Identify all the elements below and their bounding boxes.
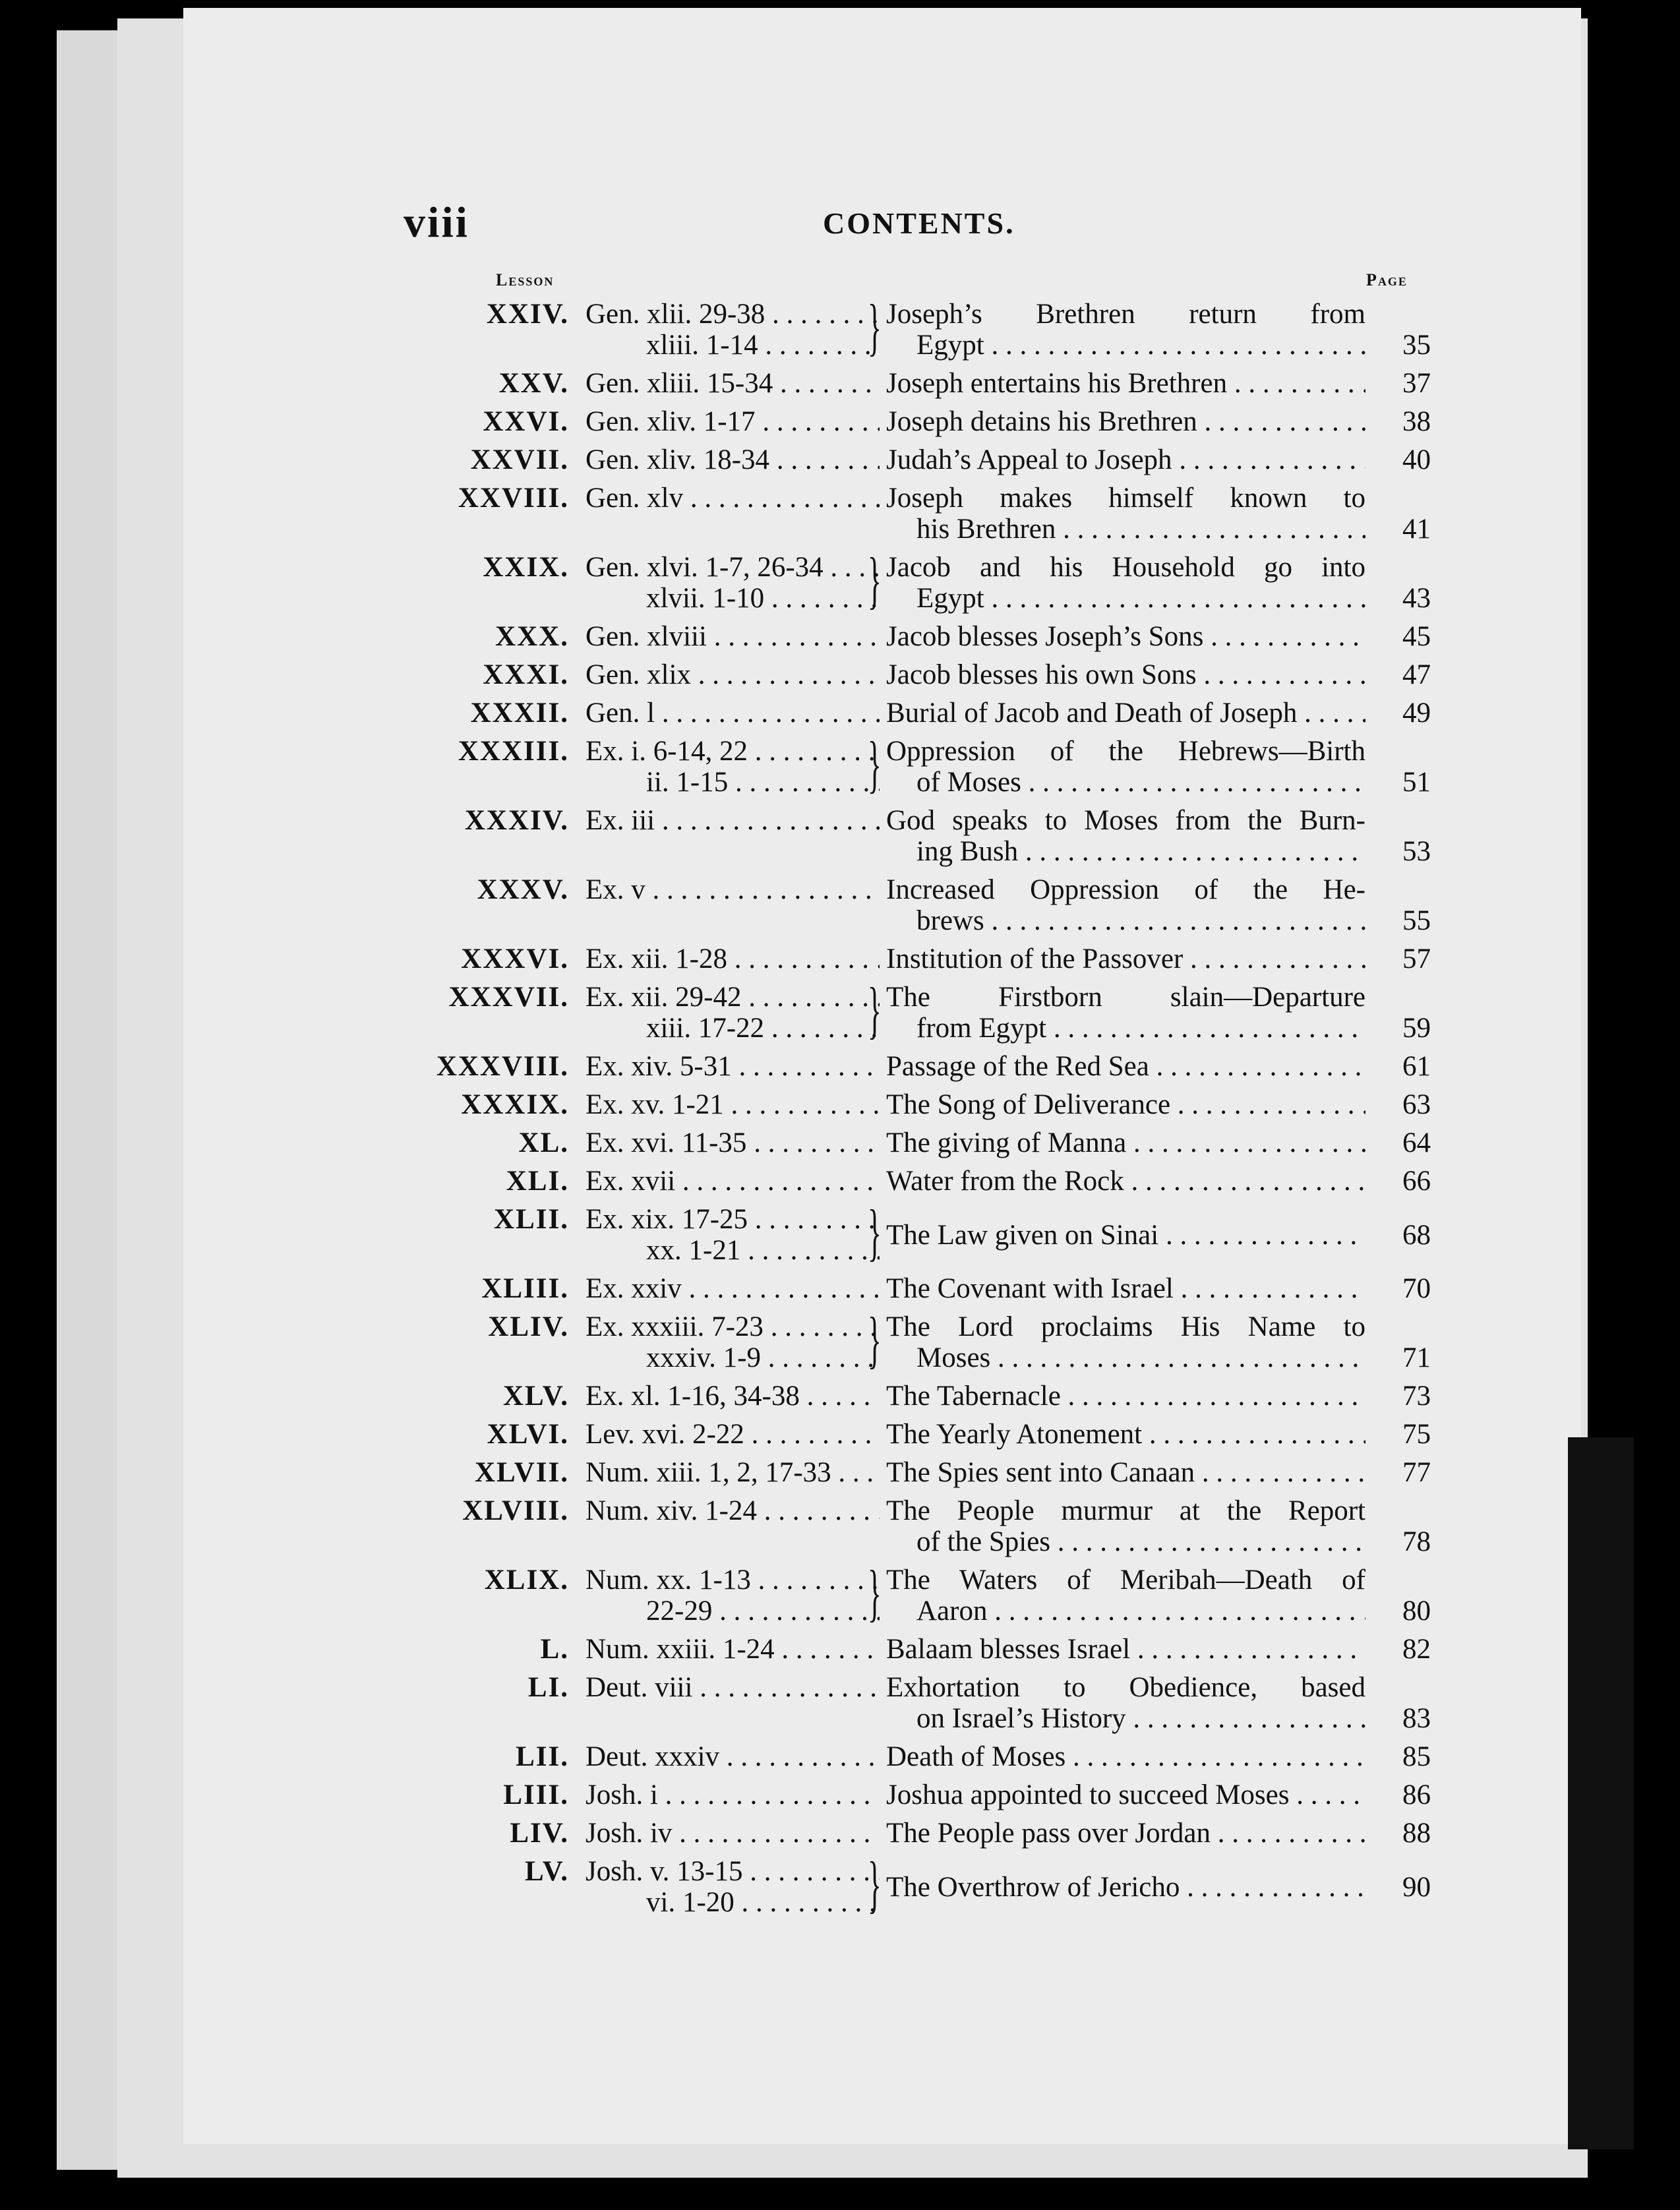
contents-entry [0,367,1680,398]
scripture-reference: Gen. xlii. 29-38 . . . [585,298,880,330]
contents-entry [0,659,1680,690]
column-header-page: Page [1366,270,1408,289]
column-header-lesson: Lesson [496,270,555,289]
lesson-title: The Spies sent into Canaan . . . [886,1456,1365,1489]
lesson-title: The Firstborn slain—Departure [886,982,1365,1013]
lesson-number: XLVII. [474,1457,569,1488]
lesson-number: XXXVI. [461,943,569,974]
contents-entry [0,1671,1680,1733]
lesson-title: Moses . . . [916,1342,1365,1374]
scripture-reference: Gen. xliv. 1-17 . . . [585,405,880,438]
lesson-title: Institution of the Passover . . . [886,943,1365,975]
page-number: 51 [1402,767,1431,798]
lesson-title: The Overthrow of Jericho . . . [886,1871,1365,1903]
scripture-reference: Ex. v . . . [585,874,880,906]
contents-entry [0,974,1680,1045]
page-number: 68 [1402,1220,1431,1251]
lesson-title: Joseph’s Brethren return from [886,299,1365,330]
contents-entry [0,545,1680,615]
scripture-reference: Ex. xvi. 11-35 . . . [585,1127,880,1159]
page-number: 40 [1402,444,1431,475]
page-number: 83 [1402,1703,1431,1734]
lesson-title: brews . . . [916,905,1365,937]
lesson-title: The People pass over Jordan . . . [886,1817,1365,1849]
lesson-title: The Song of Deliverance . . . [886,1089,1365,1121]
contents-entry [0,1272,1680,1303]
contents-entry [0,620,1680,651]
brace-mark: } [868,1197,882,1267]
scripture-reference: Gen. xlv . . . [585,482,880,514]
page-number: 37 [1402,368,1431,399]
lesson-title: Egypt . . . [916,329,1365,361]
page-number: 71 [1402,1342,1431,1373]
scripture-reference: Num. xx. 1-13 . . . [585,1564,880,1596]
contents-entry [0,1418,1680,1449]
lesson-title: Judah’s Appeal to Joseph . . . [886,444,1365,476]
contents-entry [0,1456,1680,1487]
lesson-number: LI. [527,1672,569,1703]
lesson-title: Jacob blesses Joseph’s Sons . . . [886,620,1365,653]
lesson-number: LV. [525,1856,569,1887]
contents-entry [0,1779,1680,1810]
lesson-number: XXV. [498,368,569,399]
page-number: 59 [1402,1013,1431,1044]
lesson-title: Death of Moses . . . [886,1741,1365,1773]
brace-mark: } [868,974,882,1045]
page-number: 70 [1402,1273,1431,1304]
contents-entry [0,1304,1680,1375]
contents-entry [0,1849,1680,1919]
page-folio: viii [404,198,470,247]
lesson-number: XLII. [494,1204,569,1235]
lesson-title: The Law given on Sinai . . . [886,1219,1365,1251]
contents-entry [0,1197,1680,1267]
scripture-reference: Gen. xliv. 18-34 . . . [585,444,880,476]
brace-mark: } [868,545,882,615]
page-number: 61 [1402,1051,1431,1082]
contents-entry [0,804,1680,866]
contents-entry [0,1557,1680,1628]
page-number: 77 [1402,1457,1431,1488]
lesson-number: XXXI. [483,659,569,690]
page-number: 63 [1402,1089,1431,1120]
scripture-reference: xxxiv. 1-9 . . . [646,1342,880,1374]
lesson-number: XXXV. [477,874,569,905]
contents-entry [0,729,1680,799]
contents-entry [0,482,1680,544]
lesson-number: XXXIV. [464,805,569,836]
contents-entry [0,1165,1680,1196]
scripture-reference: Lev. xvi. 2-22 . . . [585,1418,880,1450]
scripture-reference: 22-29 . . . [646,1595,880,1627]
brace-mark: } [868,1557,882,1628]
contents-entry [0,874,1680,936]
scripture-reference: Deut. xxxiv . . . [585,1741,880,1773]
lesson-title: ing Bush . . . [916,835,1365,868]
lesson-title: from Egypt . . . [916,1012,1365,1044]
page-number: 82 [1402,1634,1431,1665]
lesson-number: XLIII. [481,1273,569,1304]
scripture-reference: Ex. xii. 29-42 . . . [585,981,880,1013]
lesson-title: on Israel’s History . . . [916,1702,1365,1735]
page-number: 73 [1402,1381,1431,1412]
contents-entry [0,1050,1680,1081]
scripture-reference: xx. 1-21 . . . [646,1234,880,1267]
contents-entry [0,1495,1680,1557]
scripture-reference: ii. 1-15 . . . [646,766,880,798]
page-number: 85 [1402,1741,1431,1772]
lesson-number: XLIV. [488,1311,569,1342]
lesson-title: Joseph detains his Brethren . . . [886,405,1365,438]
page-number: 49 [1402,698,1431,729]
lesson-title: The Tabernacle . . . [886,1380,1365,1412]
lesson-title: The Waters of Meribah—Death of [886,1565,1365,1596]
scripture-reference: Ex. xix. 17-25 . . . [585,1203,880,1236]
contents-entry [0,1127,1680,1158]
lesson-title: God speaks to Moses from the Burn- [886,805,1365,836]
lesson-title: Increased Oppression of the He- [886,874,1365,905]
brace-mark: } [868,291,882,362]
lesson-title: Passage of the Red Sea . . . [886,1050,1365,1083]
brace-mark: } [868,729,882,799]
page-number: 78 [1402,1526,1431,1557]
lesson-number: XXXVII. [448,982,569,1013]
lesson-number: LIII. [503,1779,569,1810]
page-number: 45 [1402,621,1431,652]
lesson-title: Burial of Jacob and Death of Joseph . . . [886,697,1365,729]
page-number: 35 [1402,330,1431,361]
lesson-number: XXX. [495,621,569,652]
page-number: 38 [1402,406,1431,437]
lesson-number: XXXII. [470,698,569,729]
lesson-title: Oppression of the Hebrews—Birth [886,736,1365,767]
scripture-reference: Num. xiv. 1-24 . . . [585,1495,880,1527]
page-number: 86 [1402,1779,1431,1810]
lesson-title: Exhortation to Obedience, based [886,1672,1365,1703]
scripture-reference: xiii. 17-22 . . . [646,1012,880,1044]
scripture-reference: Ex. xii. 1-28 . . . [585,943,880,975]
scripture-reference: Ex. xv. 1-21 . . . [585,1089,880,1121]
lesson-title: The Yearly Atonement . . . [886,1418,1365,1450]
lesson-title: Water from the Rock . . . [886,1165,1365,1197]
page-number: 90 [1402,1872,1431,1903]
lesson-number: XLVIII. [462,1495,569,1526]
page-number: 88 [1402,1818,1431,1849]
scripture-reference: xlvii. 1-10 . . . [646,582,880,614]
contents-entry [0,1817,1680,1848]
lesson-number: LIV. [510,1818,569,1849]
scripture-reference: Ex. iii . . . [585,804,880,837]
lesson-number: XLV. [502,1381,569,1412]
page-number: 66 [1402,1166,1431,1197]
lesson-number: XLI. [506,1166,569,1197]
lesson-title: The Covenant with Israel . . . [886,1272,1365,1305]
scripture-reference: Ex. xxxiii. 7-23 . . . [585,1311,880,1343]
lesson-title: The People murmur at the Report [886,1495,1365,1526]
contents-entry [0,1380,1680,1411]
lesson-title: The Lord proclaims His Name to [886,1311,1365,1342]
scripture-reference: Deut. viii . . . [585,1671,880,1704]
scripture-reference: Ex. xl. 1-16, 34-38 . . . [585,1380,880,1412]
lesson-number: XLIX. [484,1565,569,1596]
page-number: 80 [1402,1596,1431,1627]
scripture-reference: Gen. xlvi. 1-7, 26-34 . . . [585,551,880,583]
lesson-title: The giving of Manna . . . [886,1127,1365,1159]
page-number: 47 [1402,659,1431,690]
scripture-reference: Josh. iv . . . [585,1817,880,1849]
lesson-number: XXXIX. [461,1089,569,1120]
contents-entry [0,291,1680,362]
lesson-title: Egypt . . . [916,582,1365,614]
page-number: 41 [1402,514,1431,545]
brace-mark: } [868,1304,882,1375]
lesson-title: of Moses . . . [916,766,1365,798]
lesson-title: Aaron . . . [916,1595,1365,1627]
scripture-reference: Gen. l . . . [585,697,880,729]
scripture-reference: Ex. i. 6-14, 22 . . . [585,735,880,767]
lesson-number: XXVIII. [458,483,569,514]
lesson-number: XXIV. [486,299,569,330]
scripture-reference: Gen. xlviii . . . [585,620,880,653]
contents-entry [0,1089,1680,1120]
lesson-number: XXVI. [483,406,569,437]
page-number: 55 [1402,905,1431,936]
lesson-title: Joshua appointed to succeed Moses . . . [886,1779,1365,1811]
contents-entry [0,1633,1680,1664]
contents-entry [0,444,1680,475]
scripture-reference: Ex. xxiv . . . [585,1272,880,1305]
page-number: 43 [1402,583,1431,614]
scripture-reference: vi. 1-20 . . . [646,1886,880,1919]
lesson-title: Balaam blesses Israel . . . [886,1633,1365,1665]
lesson-number: XXIX. [483,552,569,583]
lesson-number: XL. [518,1127,569,1158]
scripture-reference: Ex. xvii . . . [585,1165,880,1197]
contents-entry [0,943,1680,974]
scripture-reference: xliii. 1-14 . . . [646,329,880,361]
scripture-reference: Gen. xlix . . . [585,659,880,691]
lesson-title: Joseph entertains his Brethren . . . [886,367,1365,400]
contents-entry [0,1741,1680,1772]
lesson-number: XXXIII. [458,736,569,767]
page-title: CONTENTS. [823,206,1015,240]
lesson-number: L. [540,1634,569,1665]
lesson-title: Jacob blesses his own Sons . . . [886,659,1365,691]
lesson-number: XXVII. [470,444,569,475]
scripture-reference: Num. xiii. 1, 2, 17-33 . . . [585,1456,880,1489]
lesson-title: his Brethren . . . [916,513,1365,545]
page-number: 57 [1402,943,1431,974]
lesson-number: XXXVIII. [436,1051,569,1082]
lesson-number: XLVI. [487,1419,569,1450]
page-number: 53 [1402,836,1431,867]
page-number: 75 [1402,1419,1431,1450]
scripture-reference: Josh. i . . . [585,1779,880,1811]
scripture-reference: Ex. xiv. 5-31 . . . [585,1050,880,1083]
contents-entry [0,697,1680,728]
brace-mark: } [868,1849,882,1919]
contents-entry [0,405,1680,436]
lesson-number: LII. [516,1741,569,1772]
scripture-reference: Num. xxiii. 1-24 . . . [585,1633,880,1665]
lesson-title: Joseph makes himself known to [886,483,1365,514]
scripture-reference: Gen. xliii. 15-34 . . . [585,367,880,400]
lesson-title: of the Spies . . . [916,1526,1365,1558]
scripture-reference: Josh. v. 13-15 . . . [585,1855,880,1888]
lesson-title: Jacob and his Household go into [886,552,1365,583]
page-number: 64 [1402,1127,1431,1158]
